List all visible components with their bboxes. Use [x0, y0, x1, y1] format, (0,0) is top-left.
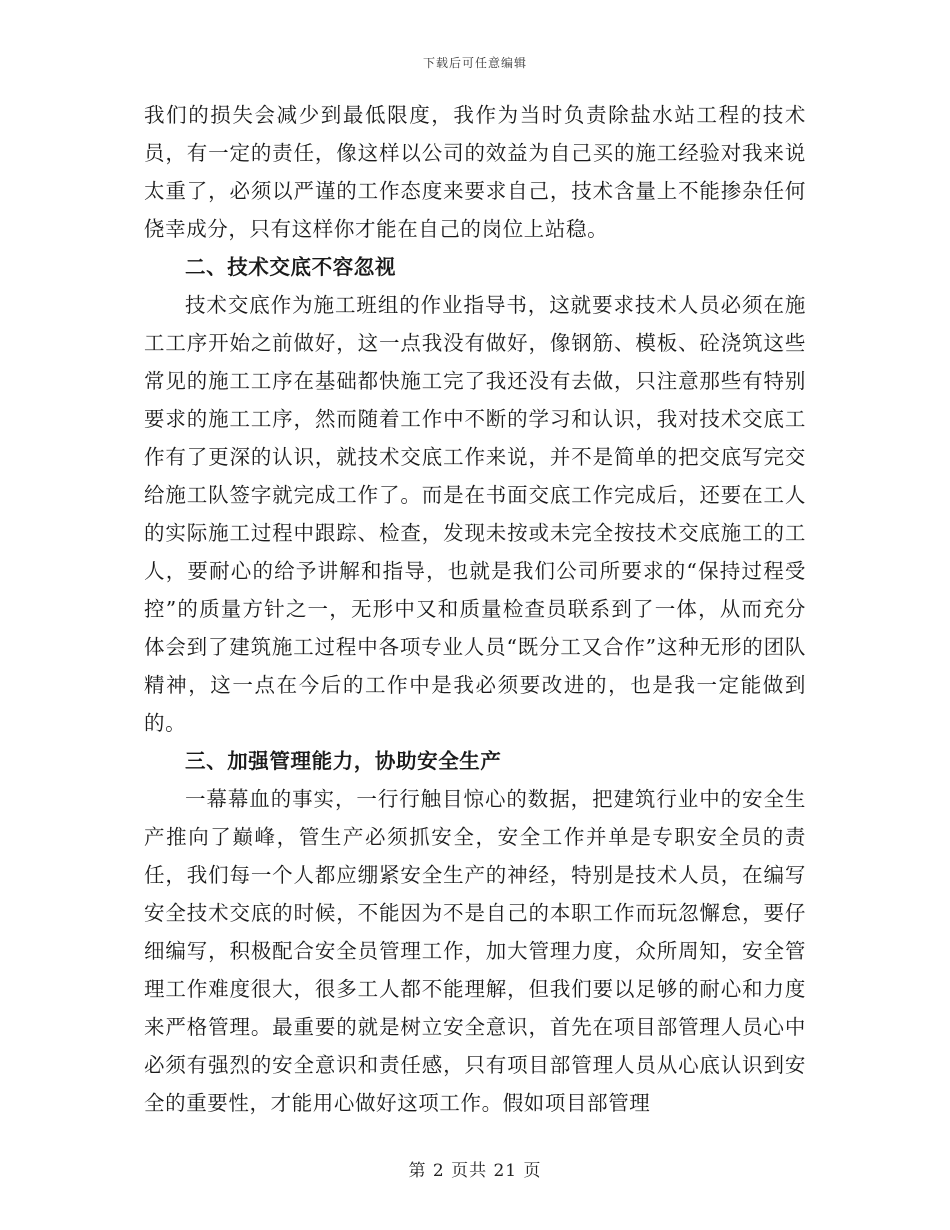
document-body: [144, 96, 806, 1122]
page-header: 下载后可任意编辑: [422, 56, 527, 70]
paragraph-continuation: 我们的损失会减少到最低限度，我作为当时负责除盐水站工程的技术员，有一定的责任，像这样以公司的效益为自己买的施工经验对我来说太重了，必须以严谨的工作态度来要求自己，技术含量上不能掺杂任何侥幸成分，只有这样你才能在自己的岗位上站稳。: [144, 103, 806, 241]
section-heading-2: 二、技术交底不容忽视: [185, 255, 396, 279]
section-heading-3: 三、加强管理能力，协助安全生产: [185, 749, 502, 773]
paragraph-safety-management: 一幕幕血的事实，一行行触目惊心的数据，把建筑行业中的安全生产推向了巅峰，管生产必须抓安全，安全工作并单是专职安全员的责任，我们每一个人都应绷紧安全生产的神经，特别是技术人员，在编写安全技术交底的时候，不能因为不是自己的本职工作而玩忽懈怠，要仔细编写，积极配合安全员管理工作，加大管理力度，众所周知，安全管理工作难度很大，很多工人都不能理解，但我们要以足够的耐心和力度来严格管理。最重要的就是树立安全意识，首先在项目部管理人员心中必须有强烈的安全意识和责任感，只有项目部管理人员从心底认识到安全的重要性，才能用心做好这项工作。假如项目部管理: [144, 787, 806, 1115]
paragraph-technical-disclosure: 技术交底作为施工班组的作业指导书，这就要求技术人员必须在施工工序开始之前做好，这一点我没有做好，像钢筋、模板、砼浇筑这些常见的施工工序在基础都快施工完了我还没有去做，只注意那些有特别要求的施工工序，然而随着工作中不断的学习和认识，我对技术交底工作有了更深的认识，就技术交底工作来说，并不是简单的把交底写完交给施工队签字就完成工作了。而是在书面交底工作完成后，还要在工人的实际施工过程中跟踪、检查，发现未按或未完全按技术交底施工的工人，要耐心的给予讲解和指导，也就是我们公司所要求的“保持过程受控”的质量方针之一，无形中又和质量检查员联系到了一体，从而充分体会到了建筑施工过程中各项专业人员“既分工又合作”这种无形的团队精神，这一点在今后的工作中是我必须要改进的，也是我一定能做到的。: [144, 293, 806, 735]
page-number-footer: 第 2 页共 21 页: [408, 1161, 542, 1181]
